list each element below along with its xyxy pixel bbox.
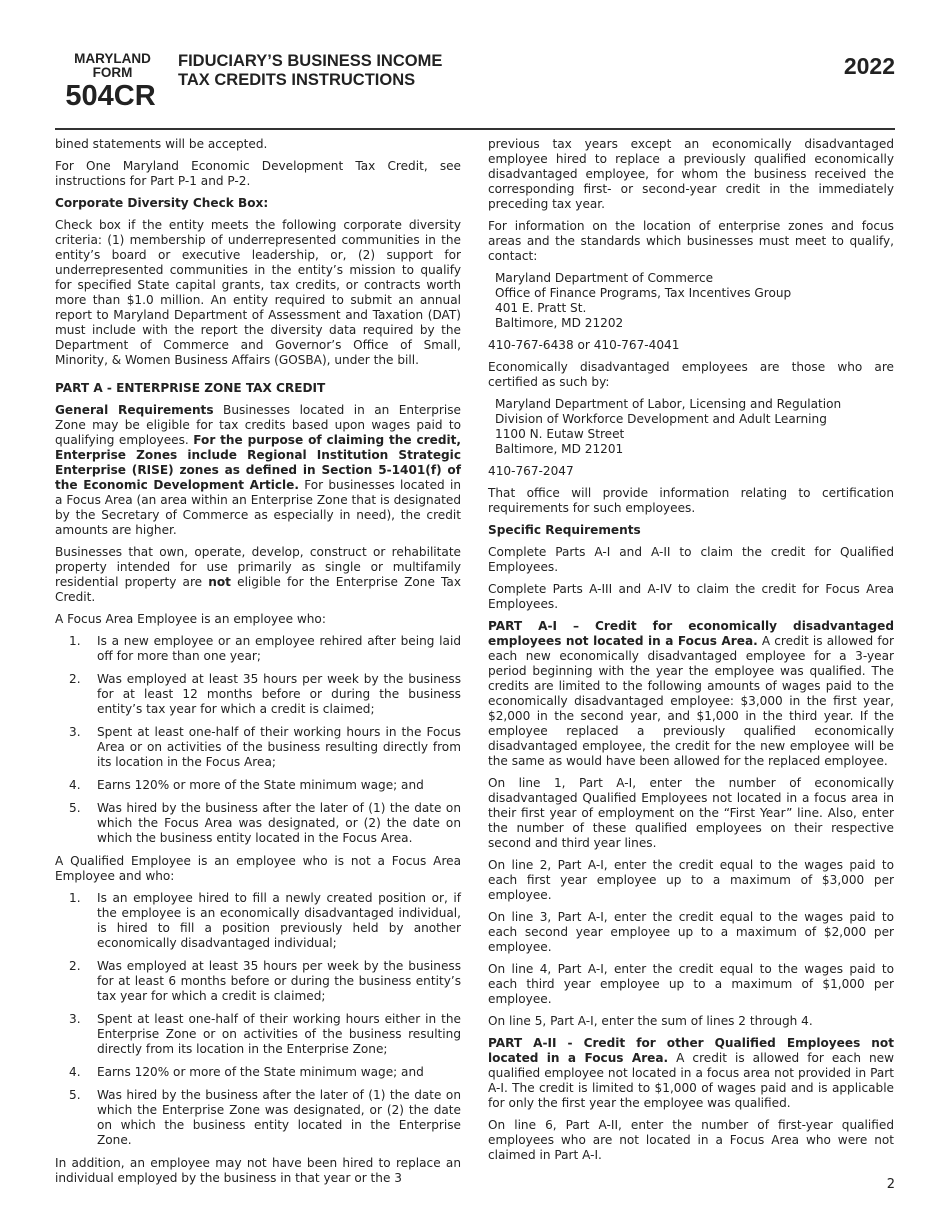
paragraph: Complete Parts A-I and A-II to claim the credit for Qualified Employees. bbox=[488, 545, 894, 574]
list-item: 4. Earns 120% or more of the State minimum wage; and bbox=[69, 1065, 424, 1079]
left-column bbox=[55, 137, 461, 1193]
paragraph: previous tax years except an economically disadvantaged employee hired to replace a previously qualified economically disadvantaged employee, for whom the business received the corresponding first- or second-year credit in the immediately preceding tax year. bbox=[488, 137, 894, 211]
title-line-1: FIDUCIARY’S BUSINESS INCOME bbox=[178, 52, 443, 70]
paragraph: PART A-II - Credit for other Qualified Employees not located in a Focus Area. A credit is allowed for each new qualified employee not located in a focus area not provided in Part A-I. The credit is limited to $1,000 of wages paid and is applicable for only the first year the employee was qualified. bbox=[488, 1036, 894, 1110]
list-item: 1. Is a new employee or an employee rehired after being laid off for more than one year; bbox=[69, 634, 461, 663]
tax-year: 2022 bbox=[843, 53, 895, 79]
page-number: 2 bbox=[886, 1177, 895, 1192]
section-heading: PART A - ENTERPRISE ZONE TAX CREDIT bbox=[55, 381, 326, 395]
paragraph: On line 5, Part A-I, enter the sum of lines 2 through 4. bbox=[488, 1014, 813, 1028]
list-item: 3. Spent at least one-half of their working hours in the Focus Area or on activities of the business resulting directly from its location in the Focus Area; bbox=[69, 725, 461, 769]
paragraph: For information on the location of enterprise zones and focus areas and the standards which businesses must meet to qualify, contact: bbox=[488, 219, 894, 263]
list-item: 5. Was hired by the business after the later of (1) the date on which the Focus Area was designated, or (2) the date on which the business entity located in the Focus Area. bbox=[69, 801, 461, 845]
paragraph: A Focus Area Employee is an employee who: bbox=[55, 612, 326, 626]
paragraph: Economically disadvantaged employees are those who are certified as such by: bbox=[488, 360, 894, 389]
paragraph: On line 4, Part A-I, enter the credit equal to the wages paid to each third year employee up to a maximum of $1,000 per employee. bbox=[488, 962, 894, 1006]
paragraph: Check box if the entity meets the following corporate diversity criteria: (1) membership of underrepresented communities in the entity’s board or executive leadership, or, (2) support for underrepresented communities in the entity’s mission to qualify for specified State capital grants, tax credits, or contracts worth more than $1.0 million. An entity required to submit an annual report to Maryland Department of Assessment and Taxation (DAT) must include with the report the diversity data required by the Department of Commerce and Governor’s Office of Small, Minority, & Women Business Affairs (GOSBA), under the bill. bbox=[55, 218, 461, 367]
form-identifier bbox=[60, 52, 165, 112]
list-item: 3. Spent at least one-half of their working hours either in the Enterprise Zone or on activities of the business resulting directly from its location in the Enterprise Zone; bbox=[69, 1012, 461, 1056]
focus-area-criteria-list bbox=[55, 634, 461, 846]
right-column bbox=[488, 137, 894, 1170]
paragraph: On line 1, Part A-I, enter the number of economically disadvantaged Qualified Employees not located in a focus area in their first year of employment on the “First Year” line. Also, enter the number of these qualified employees on their respective second and third year lines. bbox=[488, 776, 894, 850]
page-header bbox=[55, 52, 895, 112]
paragraph: On line 3, Part A-I, enter the credit equal to the wages paid to each second year employee up to a maximum of $2,000 per employee. bbox=[488, 910, 894, 954]
paragraph: General Requirements Businesses located in an Enterprise Zone may be eligible for tax credits based upon wages paid to qualifying employees. For the purpose of claiming the credit, Enterprise Zones include Regional Institution Strategic Enterprise (RISE) zones as defined in Section 5-1401(f) of the Economic Development Article. For businesses located in a Focus Area (an area within an Enterprise Zone that is designated by the Secretary of Commerce as especially in need), the credit amounts are higher. bbox=[55, 403, 462, 537]
list-item: 1. Is an employee hired to fill a newly created position or, if the employee is an economically disadvantaged individual, is hired to fill a position previously held by another economically disadvantaged individual; bbox=[69, 891, 461, 950]
paragraph: A Qualified Employee is an employee who is not a Focus Area Employee and who: bbox=[55, 854, 461, 883]
header-divider bbox=[55, 128, 895, 130]
list-item: 4. Earns 120% or more of the State minimum wage; and bbox=[69, 778, 424, 792]
inline-heading: PART A-II - Credit for other Qualified Employees not located in a Focus Area. bbox=[488, 1036, 894, 1065]
paragraph: PART A-I – Credit for economically disadvantaged employees not located in a Focus Area. A credit is allowed for each new economically disadvantaged employee for a 3-year period beginning with the year the employee was qualified. The credits are limited to the following amounts of wages paid to the economically disadvantaged employee: $3,000 in the first year, $2,000 in the second year, and $1,000 in the third year. If the employee replaced a previously qualified economically disadvantaged employee, the credit for the new employee will be the same as would have been allowed for the replaced employee. bbox=[488, 619, 894, 768]
paragraph: Complete Parts A-III and A-IV to claim the credit for Focus Area Employees. bbox=[488, 582, 894, 611]
section-heading: Specific Requirements bbox=[488, 523, 641, 537]
paragraph: On line 2, Part A-I, enter the credit equal to the wages paid to each first year employee up to a maximum of $3,000 per employee. bbox=[488, 858, 894, 902]
form-state: MARYLAND bbox=[74, 51, 151, 66]
title-line-2: TAX CREDITS INSTRUCTIONS bbox=[178, 71, 416, 89]
qualified-employee-criteria-list bbox=[55, 891, 461, 1148]
document-title bbox=[178, 52, 442, 90]
paragraph: In addition, an employee may not have been hired to replace an individual employed by the business in that year or the 3 bbox=[55, 1156, 461, 1185]
form-label: FORM bbox=[92, 65, 133, 80]
paragraph: That office will provide information relating to certification requirements for such employees. bbox=[488, 486, 894, 515]
paragraph: bined statements will be accepted. bbox=[55, 137, 268, 151]
form-number: 504CR bbox=[65, 80, 156, 112]
list-item: 2. Was employed at least 35 hours per week by the business for at least 6 months before or during the business entity’s tax year for which a credit is claimed; bbox=[69, 959, 461, 1003]
commerce-address: Maryland Department of Commerce Office of Finance Programs, Tax Incentives Group 401 E. Pratt St. Baltimore, MD 21202 bbox=[495, 271, 792, 330]
labor-phone: 410-767-2047 bbox=[488, 464, 574, 478]
inline-heading: PART A-I – Credit for economically disadvantaged employees not located in a Focus Area. bbox=[488, 619, 894, 648]
list-item: 2. Was employed at least 35 hours per week by the business for at least 12 months before or during the business entity’s tax year for which a credit is claimed; bbox=[69, 672, 461, 716]
paragraph: For One Maryland Economic Development Tax Credit, see instructions for Part P-1 and P-2. bbox=[55, 159, 461, 188]
section-heading: Corporate Diversity Check Box: bbox=[55, 196, 269, 210]
paragraph: Businesses that own, operate, develop, construct or rehabilitate property intended for use primarily as single or multifamily residential property are not eligible for the Enterprise Zone Tax Credit. bbox=[55, 545, 462, 604]
paragraph: On line 6, Part A-II, enter the number of first-year qualified employees who are not located in a Focus Area who were not claimed in Part A-I. bbox=[488, 1118, 894, 1162]
commerce-phone: 410-767-6438 or 410-767-4041 bbox=[488, 338, 680, 352]
list-item: 5. Was hired by the business after the later of (1) the date on which the Enterprise Zone was designated, or (2) the date on which the business entity located in the Enterprise Zone. bbox=[69, 1088, 461, 1147]
inline-heading: General Requirements bbox=[55, 403, 214, 417]
labor-address: Maryland Department of Labor, Licensing and Regulation Division of Workforce Development and Adult Learning 1100 N. Eutaw Street Baltimore, MD 21201 bbox=[495, 397, 842, 456]
